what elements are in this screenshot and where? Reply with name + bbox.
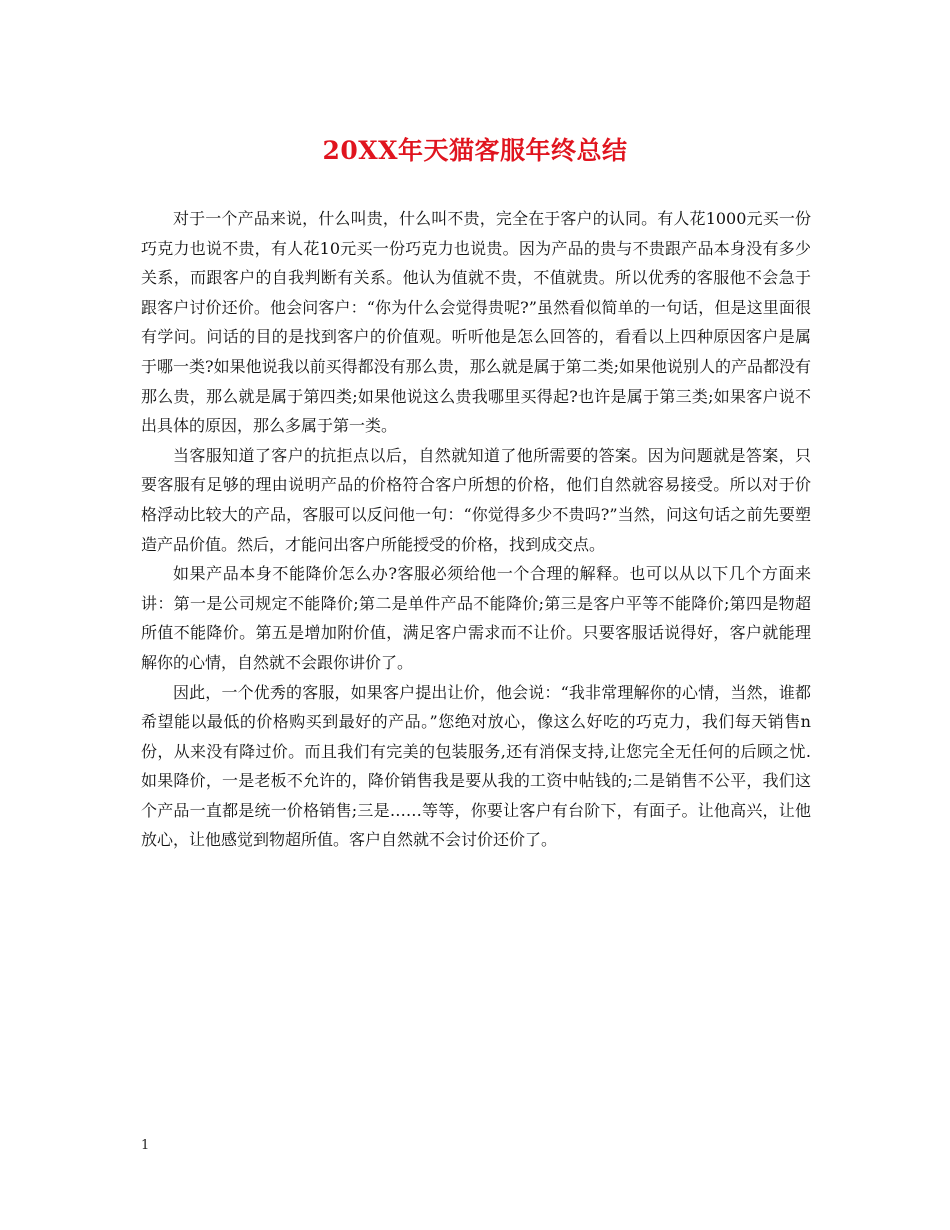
page-number: 1 [141,1138,150,1153]
paragraph-2: 当客服知道了客户的抗拒点以后，自然就知道了他所需要的答案。因为问题就是答案，只要客服有足够的理由说明产品的价格符合客户所想的价格，他们自然就容易接受。所以对于价格浮动比较大的产品，客服可以反问他一句：“你觉得多少不贵吗?”当然，问这句话之前先要塑造产品价值。然后，才能问出客户所能授受的价格，找到成交点。 [141,445,811,554]
paragraph-1: 对于一个产品来说，什么叫贵，什么叫不贵，完全在于客户的认同。有人花1000元买一份巧克力也说不贵，有人花10元买一份巧克力也说贵。因为产品的贵与不贵跟产品本身没有多少关系，而跟客户的自我判断有关系。他认为值就不贵，不值就贵。所以优秀的客服他不会急于跟客户讨价还价。他会问客户：“你为什么会觉得贵呢?”虽然看似简单的一句话，但是这里面很有学问。问话的目的是找到客户的价值观。听听他是怎么回答的，看看以上四种原因客户是属于哪一类?如果他说我以前买得都没有那么贵，那么就是属于第二类;如果他说别人的产品都没有那么贵，那么就是属于第四类;如果他说这么贵我哪里买得起?也许是属于第三类;如果客户说不出具体的原因，那么多属于第一类。 [141,209,811,436]
document-body [141,204,811,855]
paragraph-4: 因此，一个优秀的客服，如果客户提出让价，他会说：“我非常理解你的心情，当然，谁都希望能以最低的价格购买到最好的产品。”您绝对放心，像这么好吃的巧克力，我们每天销售n份，从来没有降过价。而且我们有完美的包装服务,还有消保支持,让您完全无任何的后顾之忧.如果降价，一是老板不允许的，降价销售我是要从我的工资中帖钱的;二是销售不公平，我们这个产品一直都是统一价格销售;三是……等等，你要让客户有台阶下，有面子。让他高兴，让他放心，让他感觉到物超所值。客户自然就不会讨价还价了。 [141,682,811,850]
page-title: 20XX年天猫客服年终总结 [322,136,628,165]
paragraph-3: 如果产品本身不能降价怎么办?客服必须给他一个合理的解释。也可以从以下几个方面来讲：第一是公司规定不能降价;第二是单件产品不能降价;第三是客户平等不能降价;第四是物超所值不能降价。第五是增加附价值，满足客户需求而不让价。只要客服话说得好，客户就能理解你的心情，自然就不会跟你讲价了。 [141,564,811,672]
